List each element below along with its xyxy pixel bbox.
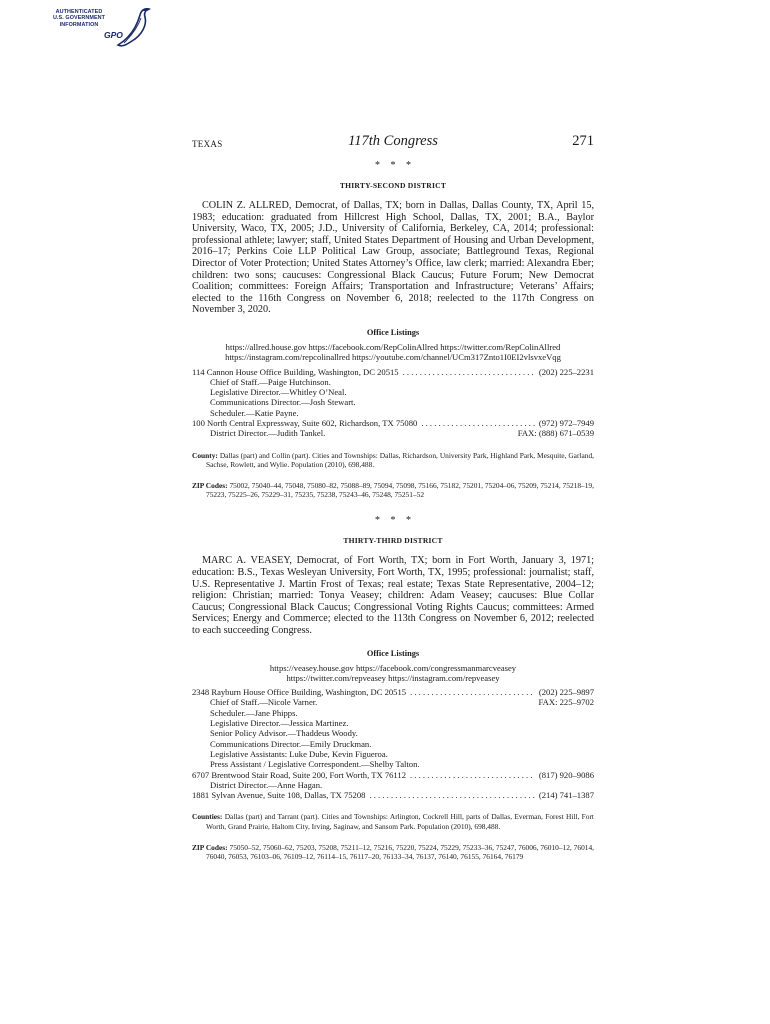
staff-entry: Chief of Staff.—Nicole Varner. [210, 697, 318, 708]
stamp-line: U.S. GOVERNMENT [52, 15, 106, 22]
header-state: TEXAS [192, 139, 223, 149]
zip-label: ZIP Codes: [192, 481, 228, 491]
stamp-gpo: GPO [104, 30, 123, 40]
staff-row [192, 697, 594, 707]
zip-info [192, 843, 594, 861]
office-phone: (214) 741–1387 [538, 790, 594, 801]
document-page [192, 133, 594, 861]
district-section [192, 515, 594, 861]
zip-label: ZIP Codes: [192, 842, 228, 852]
staff-entry: Legislative Director.—Jessica Martinez. [210, 718, 349, 729]
county-label: Counties: [192, 812, 223, 822]
office-list [192, 367, 594, 439]
staff-row [192, 739, 594, 749]
leader-dots [369, 790, 534, 800]
section-separator: * * * [375, 160, 411, 171]
staff-row [192, 387, 594, 397]
county-text: Dallas (part) and Tarrant (part). Cities and Townships: Arlington, Cockrell Hill, parts of Dallas, Everman, Forest Hill, Fort Worth, Grand Prairie, Haltom City, Irving, Saginaw, and Sansom Park. Population (2010), 698,488. [206, 812, 594, 831]
staff-row [192, 759, 594, 769]
office-address: 114 Cannon House Office Building, Washington, DC 20515 [192, 366, 399, 377]
leader-dots [421, 418, 535, 428]
district-heading: THIRTY-THIRD DISTRICT [343, 536, 443, 546]
staff-row [192, 377, 594, 387]
staff-entry: Chief of Staff.—Paige Hutchinson. [210, 376, 331, 387]
office-phone: (817) 920–9086 [538, 769, 594, 780]
office-listings-title: Office Listings [366, 327, 420, 337]
office-address-row [192, 687, 594, 697]
staff-row [192, 749, 594, 759]
office-phone: (202) 225–9897 [538, 687, 594, 698]
staff-row [192, 728, 594, 738]
county-label: County: [192, 450, 218, 460]
leader-dots [410, 770, 535, 780]
stamp-line: INFORMATION [59, 21, 99, 28]
office-address: 1881 Sylvan Avenue, Suite 108, Dallas, TX 75208 [192, 790, 366, 801]
website-links[interactable]: https://veasey.house.gov https://facebook.com/congressmanmarcveasey [269, 662, 517, 673]
office-phone: (972) 972–7949 [538, 418, 594, 429]
staff-side: FAX: 225–9702 [538, 697, 594, 708]
office-listings-title: Office Listings [366, 648, 420, 658]
staff-entry: Legislative Assistants: Luke Dube, Kevin Figueroa. [210, 748, 388, 759]
office-address-row [192, 790, 594, 800]
staff-row [192, 397, 594, 407]
staff-entry: District Director.—Judith Tankel. [210, 428, 326, 439]
office-list [192, 687, 594, 800]
staff-entry: Communications Director.—Josh Stewart. [210, 397, 356, 408]
office-address-row [192, 418, 594, 428]
website-links[interactable]: https://allred.house.gov https://facebook.com/RepColinAllred https://twitter.com/RepColinAllred [225, 341, 561, 352]
website-links[interactable]: https://instagram.com/repcolinallred https://youtube.com/channel/UCm317Znto1I0EI2vlsvxeVqg [225, 352, 561, 363]
website-links[interactable]: https://twitter.com/repveasey https://instagram.com/repveasey [286, 672, 500, 683]
staff-entry: Communications Director.—Emily Druckman. [210, 738, 372, 749]
header-congress: 117th Congress [348, 133, 438, 149]
stamp-line: AUTHENTICATED [55, 9, 103, 15]
office-address: 100 North Central Expressway, Suite 602, Richardson, TX 75080 [192, 418, 418, 429]
staff-row [192, 708, 594, 718]
staff-row [192, 428, 594, 438]
staff-row [192, 780, 594, 790]
eagle-icon [114, 5, 154, 49]
district-section [192, 160, 594, 499]
zip-text: 75050–52, 75060–62, 75203, 75208, 75211–12, 75216, 75220, 75224, 75229, 75233–36, 75247, 76006, 76010–12, 76014, 76040, 76053, 76103–06, 76109–12, 76114–15, 76117–20, 76133–34, 76137, 76140, 76155, 76164, 76179 [206, 842, 595, 862]
office-address-row [192, 367, 594, 377]
staff-side: FAX: (888) 671–0539 [517, 428, 594, 439]
staff-entry: Scheduler.—Katie Payne. [210, 407, 299, 418]
staff-entry: Press Assistant / Legislative Correspondent.—Shelby Talton. [210, 759, 420, 770]
office-address: 2348 Rayburn House Office Building, Washington, DC 20515 [192, 687, 407, 698]
leader-dots [410, 687, 535, 697]
county-text: Dallas (part) and Collin (part). Cities and Townships: Dallas, Richardson, University Park, Highland Park, Mesquite, Garland, Sachse, Rowlett, and Wylie. Population (2010), 698,488. [206, 450, 594, 469]
running-header [192, 133, 594, 155]
office-address: 6707 Brentwood Stair Road, Suite 200, Fort Worth, TX 76112 [192, 769, 406, 780]
zip-info [192, 481, 594, 499]
office-phone: (202) 225–2231 [538, 366, 594, 377]
county-info [192, 812, 594, 830]
member-bio: COLIN Z. ALLRED, Democrat, of Dallas, TX; born in Dallas, Dallas County, TX, April 15, 1983; education: graduated from Hillcrest High School, Dallas, TX, 2001; B.A., Baylor University, Waco, TX, 2005; J.D., University of California, Berkeley, CA, 2014; professional: professional athlete; lawyer; staff, United States Department of Housing and Urban Development, 2016–17; Perkins Coie LLP Political Law Group, associate; Battleground Texas, Regional Director of Voter Protection; United States Attorney’s Office, law clerk; married: Alexandra Eber; children: two sons; caucuses: Congressional Black Caucus; Future Forum; New Democrat Coalition; committees: Foreign Affairs; Transportation and Infrastructure; Veterans’ Affairs; elected to the 116th Congress on November 6, 2018; reelected to the 117th Congress on November 3, 2020. [192, 200, 594, 316]
authenticated-gpo-stamp [36, 5, 154, 51]
staff-entry: Legislative Director.—Whitley O’Neal. [210, 387, 347, 398]
member-bio: MARC A. VEASEY, Democrat, of Fort Worth, TX; born in Fort Worth, January 3, 1971; education: B.S., Texas Wesleyan University, Fort Worth, TX, 1995; professional: journalist; staff, U.S. Representative J. Martin Frost of Texas; real estate; Texas State Representative, 2004–12; religion: Christian; married: Tonya Veasey; children: Adam Veasey; caucuses: Blue Collar Caucus; Congressional Black Caucus; Congressional Voting Rights Caucus; committees: Armed Services; Energy and Commerce; elected to the 113th Congress on November 6, 2012; reelected to each succeeding Congress. [192, 555, 594, 636]
staff-entry: Senior Policy Advisor.—Thaddeus Woody. [210, 728, 358, 739]
office-address-row [192, 770, 594, 780]
leader-dots [403, 367, 535, 377]
page-number: 271 [572, 133, 594, 149]
zip-text: 75002, 75040–44, 75048, 75080–82, 75088–89, 75094, 75098, 75166, 75182, 75201, 75204–06, 75209, 75214, 75218–19, 75223, 75225–26, 75229–31, 75235, 75238, 75243–46, 75248, 75251–52 [206, 481, 594, 500]
section-separator: * * * [375, 515, 411, 527]
staff-row [192, 718, 594, 728]
district-heading: THIRTY-SECOND DISTRICT [339, 181, 447, 190]
county-info [192, 451, 594, 469]
staff-entry: Scheduler.—Jane Phipps. [210, 707, 298, 718]
stamp-text [36, 9, 122, 28]
staff-entry: District Director.—Anne Hagan. [210, 779, 323, 790]
staff-row [192, 408, 594, 418]
